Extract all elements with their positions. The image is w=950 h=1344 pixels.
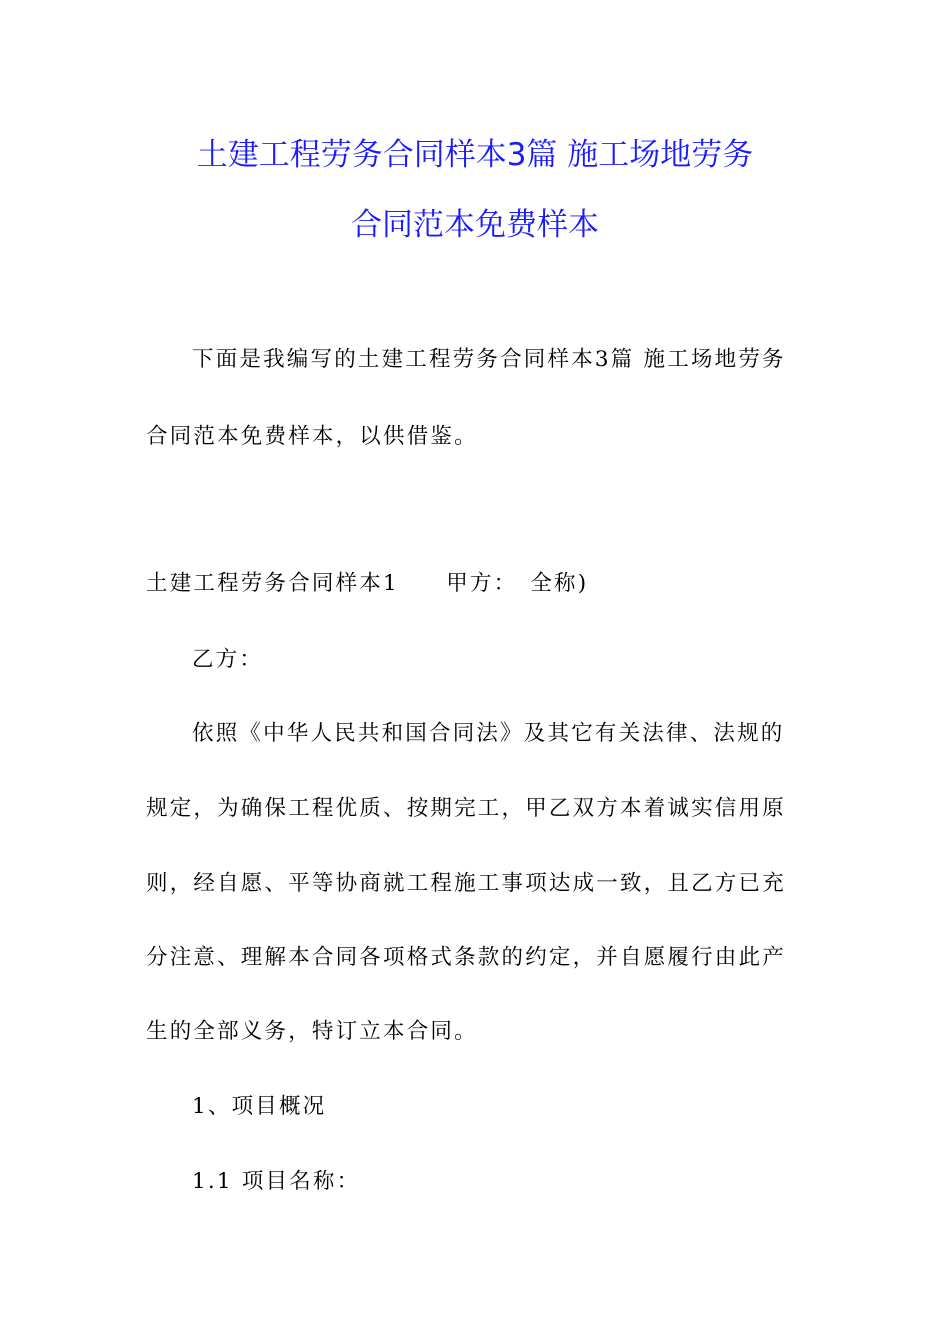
section-item-project-name: 1.1 项目名称： (192, 1169, 361, 1194)
intro-paragraph-line-2: 合同范本免费样本，以供借鉴。 (146, 424, 478, 449)
body-paragraph-line-1: 依照《中华人民共和国合同法》及其它有关法律、法规的 (192, 721, 785, 746)
section-heading-project-overview: 1、项目概况 (192, 1094, 327, 1119)
intro-paragraph-line-1: 下面是我编写的土建工程劳务合同样本3篇 施工场地劳务 (192, 347, 786, 372)
body-paragraph-line-3: 则，经自愿、平等协商就工程施工事项达成一致，且乙方已充 (146, 871, 786, 896)
body-paragraph-line-4: 分注意、理解本合同各项格式条款的约定，并自愿履行由此产 (146, 945, 786, 970)
contract-heading-line: 土建工程劳务合同样本1 甲方： 全称) (146, 571, 589, 596)
party-b-line: 乙方： (192, 647, 264, 672)
body-paragraph-line-5: 生的全部义务，特订立本合同。 (146, 1019, 478, 1044)
document-title-line-1: 土建工程劳务合同样本3篇 施工场地劳务 (196, 137, 754, 173)
body-paragraph-line-2: 规定，为确保工程优质、按期完工，甲乙双方本着诚实信用原 (146, 796, 786, 821)
document-title-line-2: 合同范本免费样本 (351, 207, 599, 243)
